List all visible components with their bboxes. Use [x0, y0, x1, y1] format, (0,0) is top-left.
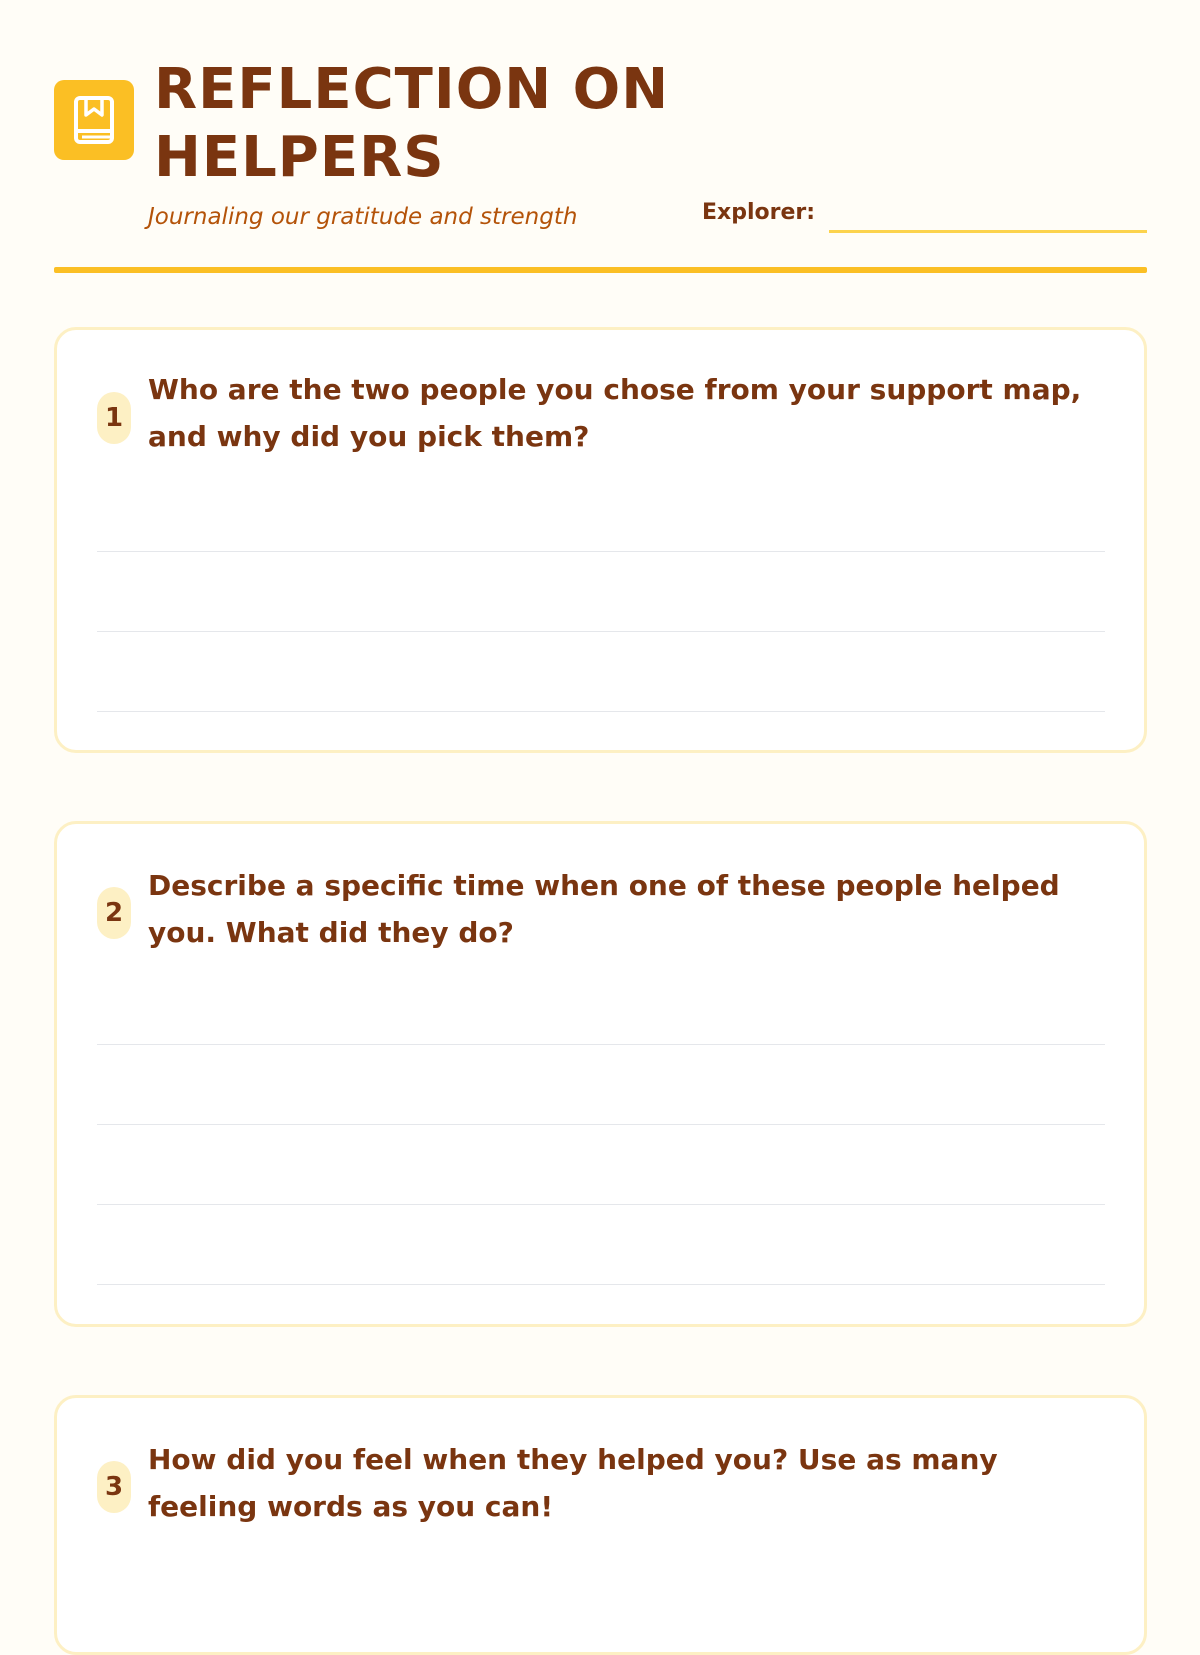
question-number-badge: 2 — [97, 887, 131, 939]
page-subtitle: Journaling our gratitude and strength — [148, 204, 578, 230]
explorer-name-field[interactable] — [829, 230, 1147, 233]
question-number-badge: 3 — [97, 1461, 131, 1513]
answer-line[interactable] — [97, 631, 1105, 632]
answer-line[interactable] — [97, 1044, 1105, 1045]
worksheet-header — [54, 0, 1147, 275]
answer-line[interactable] — [97, 551, 1105, 552]
header-divider — [54, 267, 1147, 273]
question-number-badge: 1 — [97, 392, 131, 444]
question-card-3 — [54, 1395, 1147, 1655]
journal-bookmark-icon — [54, 80, 134, 160]
answer-line[interactable] — [97, 711, 1105, 712]
answer-line[interactable] — [97, 1284, 1105, 1285]
question-card-2 — [54, 821, 1147, 1327]
answer-line[interactable] — [97, 1124, 1105, 1125]
question-text: Describe a specific time when one of these people helped you. What did they do? — [148, 869, 1060, 949]
question-card-1 — [54, 327, 1147, 753]
worksheet-page — [54, 0, 1147, 1600]
explorer-label: Explorer: — [702, 200, 816, 225]
question-text: How did you feel when they helped you? Use as many feeling words as you can! — [148, 1443, 998, 1523]
question-text: Who are the two people you chose from your support map, and why did you pick them? — [148, 373, 1082, 453]
page-title: REFLECTION ON HELPERS — [154, 57, 670, 190]
answer-line[interactable] — [97, 1204, 1105, 1205]
